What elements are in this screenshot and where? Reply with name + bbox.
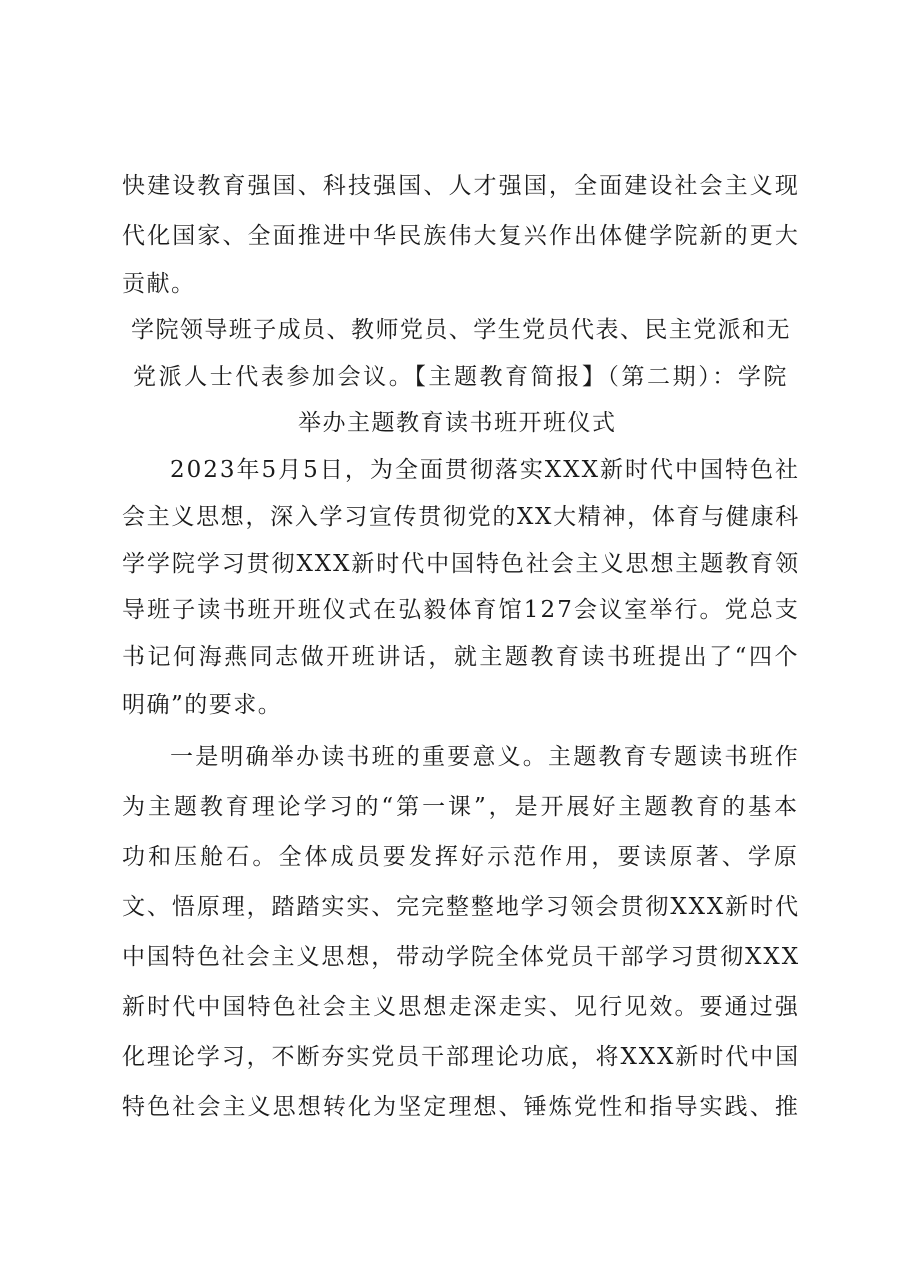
text-line: 导班子读书班开班仪式在弘毅体育馆127会议室举行。党总支 [122,597,800,623]
text-line: 化理论学习，不断夯实党员干部理论功底，将XXX新时代中国 [122,1044,800,1070]
text-line: 新时代中国特色社会主义思想走深走实、见行见效。要通过强 [122,994,800,1020]
text-line: 功和压舱石。全体成员要发挥好示范作用，要读原著、学原 [122,844,800,870]
text-line: 特色社会主义思想转化为坚定理想、锤炼党性和指导实践、推 [122,1094,800,1120]
text-line: 学学院学习贯彻XXX新时代中国特色社会主义思想主题教育领 [122,551,800,577]
text-line: 快建设教育强国、科技强国、人才强国，全面建设社会主义现 [122,173,800,199]
text-line: 2023年5月5日，为全面贯彻落实XXX新时代中国特色社 [170,457,800,483]
text-line: 中国特色社会主义思想，带动学院全体党员干部学习贯彻XXX [122,944,800,970]
text-line: 党派人士代表参加会议。【主题教育简报】（第二期）：学院 [133,364,789,390]
text-line: 会主义思想，深入学习宣传贯彻党的XX大精神，体育与健康科 [122,504,800,530]
text-line: 贡献。 [122,271,196,297]
text-line: 为主题教育理论学习的“第一课”，是开展好主题教育的基本 [122,794,800,820]
text-line: 学院领导班子成员、教师党员、学生党员代表、民主党派和无 [131,317,791,343]
text-line: 书记何海燕同志做开班讲话，就主题教育读书班提出了“四个 [122,644,800,670]
text-line: 文、悟原理，踏踏实实、完完整整地学习领会贯彻XXX新时代 [122,894,800,920]
text-line: 一是明确举办读书班的重要意义。主题教育专题读书班作 [170,744,800,770]
article-title-line: 举办主题教育读书班开班仪式 [298,410,617,436]
text-line: 代化国家、全面推进中华民族伟大复兴作出体健学院新的更大 [122,223,800,249]
text-line: 明确”的要求。 [122,692,283,718]
